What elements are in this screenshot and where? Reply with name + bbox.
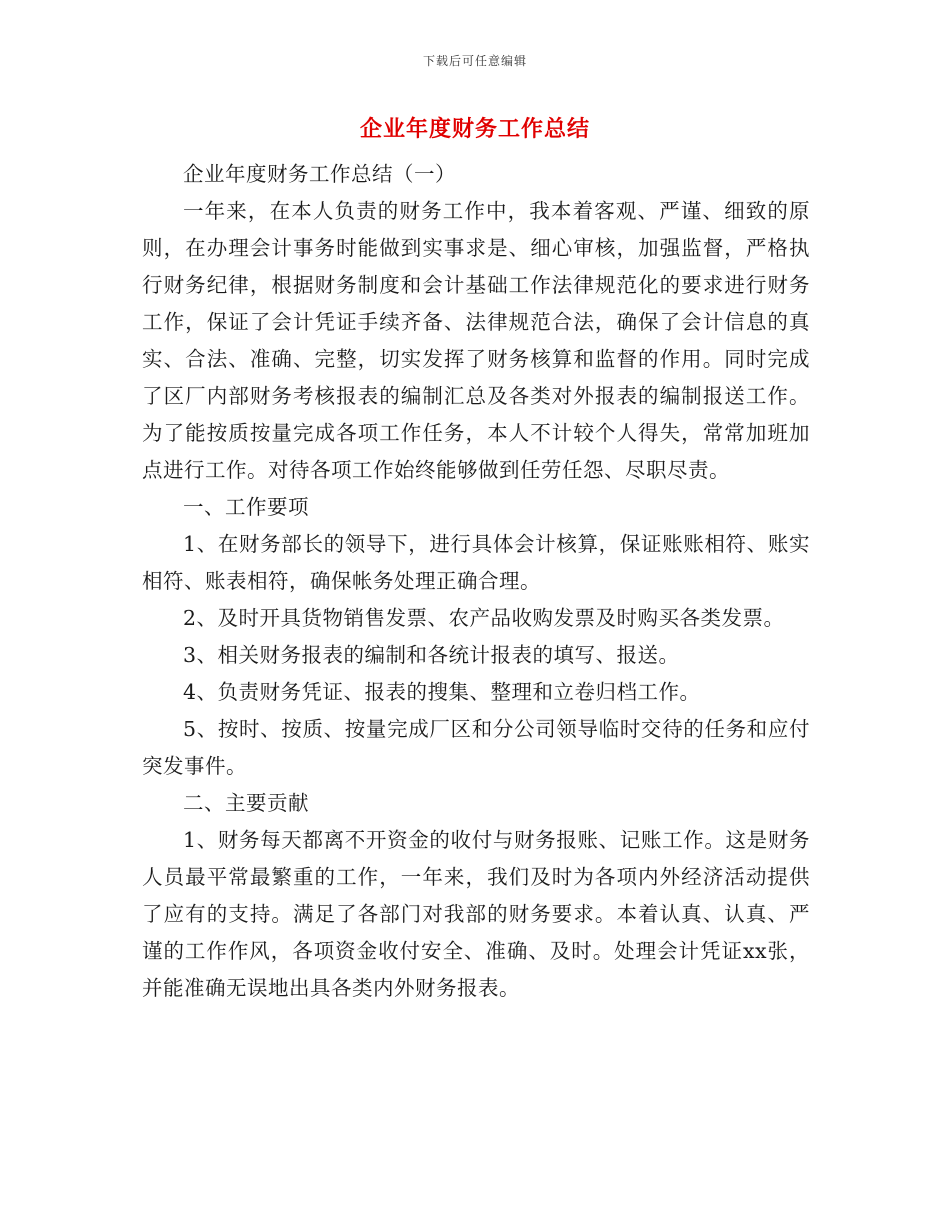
header-note: 下载后可任意编辑 <box>422 54 527 68</box>
section-heading-contributions: 二、主要贡献 <box>183 791 309 815</box>
work-item-3: 3、相关财务报表的编制和各统计报表的填写、报送。 <box>183 643 680 667</box>
intro-paragraph: 一年来，在本人负责的财务工作中，我本着客观、严谨、细致的原则，在办理会计事务时能做到实事求是、细心审核，加强监督，严格执行财务纪律，根据财务制度和会计基础工作法律规范化的要求进行财务工作，保证了会计凭证手续齐备、法律规范合法，确保了会计信息的真实、合法、准确、完整，切实发挥了财务核算和监督的作用。同时完成了区厂内部财务考核报表的编制汇总及各类对外报表的编制报送工作。为了能按质按量完成各项工作任务，本人不计较个人得失，常常加班加点进行工作。对待各项工作始终能够做到任劳任怨、尽职尽责。 <box>142 199 810 482</box>
work-item-2: 2、及时开具货物销售发票、农产品收购发票及时购买各类发票。 <box>183 606 785 630</box>
work-item-1: 1、在财务部长的领导下，进行具体会计核算，保证账账相符、账实相符、账表相符，确保帐务处理正确合理。 <box>142 532 810 593</box>
contribution-1: 1、财务每天都离不开资金的收付与财务报账、记账工作。这是财务人员最平常最繁重的工作，一年来，我们及时为各项内外经济活动提供了应有的支持。满足了各部门对我部的财务要求。本着认真、认真、严谨的工作作风，各项资金收付安全、准确、及时。处理会计凭证xx张，并能准确无误地出具各类内外财务报表。 <box>142 828 810 1000</box>
work-item-5: 5、按时、按质、按量完成厂区和分公司领导临时交待的任务和应付突发事件。 <box>142 717 810 778</box>
document-title: 企业年度财务工作总结 <box>359 116 590 142</box>
work-item-4: 4、负责财务凭证、报表的搜集、整理和立卷归档工作。 <box>183 680 701 704</box>
document-body <box>142 156 810 1007</box>
section-subtitle: 企业年度财务工作总结（一） <box>183 162 456 186</box>
section-heading-work-items: 一、工作要项 <box>183 495 309 519</box>
